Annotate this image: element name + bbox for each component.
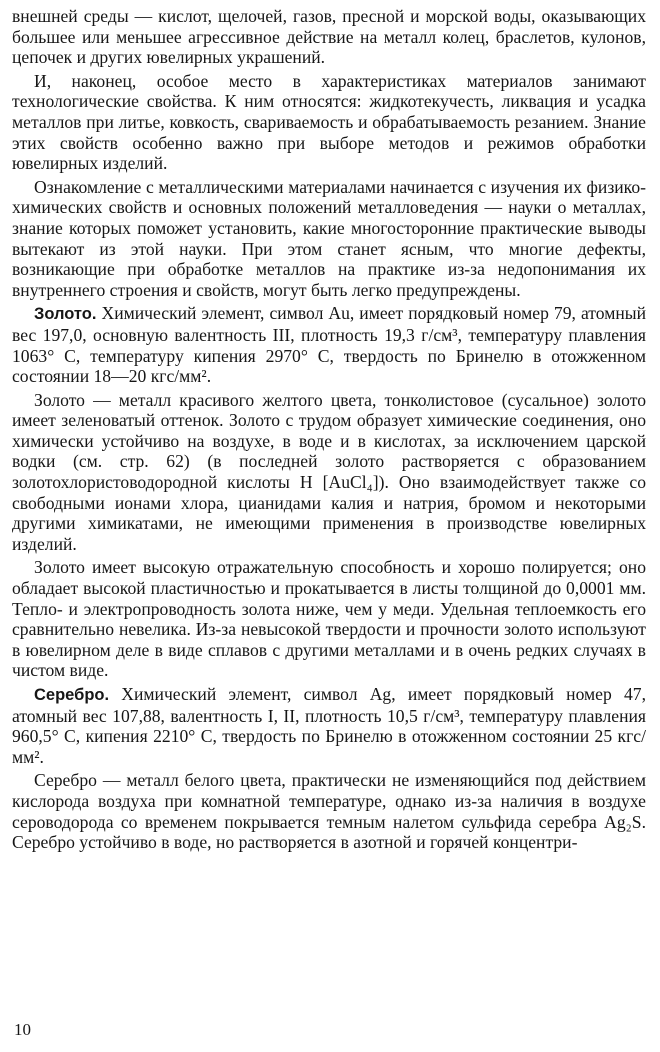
paragraph-text: Ознакомление с металлическими материалами начинается с изучения их физико-химических свойств и основных положений металловедения — науки о металлах, знание которых поможет установить, какие многосторонние практические выводы вытекают из этой науки. При этом станет ясным, что многие дефекты, возникающие при обработке металлов на практике из-за недопонимания их внутреннего строения и свойств, могут быть легко предупреждены. — [12, 176, 646, 300]
paragraph-text: Химический элемент, символ Ag, имеет порядковый номер 47, атомный вес 107,88, валентность I, II, плотность 10,5 г/см³, температуру плавления 960,5° С, кипения 2210° С, твердость по Бринелю в отожженном состоянии 25 кгс/мм². — [12, 684, 646, 767]
paragraph-gold-chemistry — [12, 390, 646, 555]
page-number: 10 — [14, 1020, 31, 1039]
paragraph-text: И, наконец, особое место в характеристиках материалов занимают технологические свойства. К ним относятся: жидкотекучесть, ликвация и усадка металлов при литье, ковкость, свариваемость и обрабатываемость резанием. Знание этих свойств особенно важно при выборе методов и режимов обработки ювелирных изделий. — [12, 70, 646, 174]
paragraph-text: Золото — металл красивого желтого цвета, тонколистовое (сусальное) золото имеет зеленоватый оттенок. Золото с трудом образует химические соединения, оно химически устойчиво на воздухе, в воде и в кислотах, за исключением царской водки (см. стр. 62) (в последней золото растворяется с образованием золотохлористоводородной кислоты H [AuCl₄]). Оно взаимодействует также со свободными ионами хлора, цианидами калия и натрия, бромом и некоторыми другими химикатами, не имеющими применения в производстве ювелирных изделий. — [12, 389, 646, 554]
term-silver: Серебро. — [34, 686, 110, 704]
paragraph-gold-properties — [12, 557, 646, 681]
term-gold: Золото. — [34, 305, 97, 324]
paragraph-metal-materials — [12, 177, 646, 301]
paragraph-text: Золото имеет высокую отражательную способность и хорошо полируется; оно обладает высокой пластичностью и прокатывается в листы толщиной до 0,0001 мм. Тепло- и электропроводность золота ниже, чем у меди. Удельная теплоемкость его сравнительно невелика. Из-за невысокой твердости и прочности золото используют в ювелирном деле в виде сплавов с другими металлами и в очень редких случаях в чистом виде. — [12, 557, 646, 681]
paragraph-silver-properties — [12, 770, 646, 852]
paragraph-text: Серебро — металл белого цвета, практически не изменяющийся под действием кислорода воздуха при комнатной температуре, однако из-за наличия в воздухе сероводорода со временем покрывается темным налетом сульфида серебра Ag₂S. Серебро устойчиво в воде, но растворяется в азотной и горячей концентри- — [12, 770, 646, 853]
paragraph-silver-definition — [12, 684, 646, 767]
paragraph-text: Химический элемент, символ Au, имеет порядковый номер 79, атомный вес 197,0, основную валентность III, плотность 19,3 г/см³, температуру плавления 1063° С, температуру кипения 2970° С, твердость по Бринелю в отожженном состоянии 18—20 кгс/мм². — [12, 303, 646, 387]
paragraph-text: внешней среды — кислот, щелочей, газов, пресной и морской воды, оказывающих большее или меньшее агрессивное действие на металл колец, браслетов, кулонов, цепочек и других ювелирных украшений. — [12, 6, 646, 68]
paragraph-gold-definition — [12, 303, 646, 386]
paragraph-technological-properties — [12, 71, 646, 174]
paragraph-environment — [12, 6, 646, 68]
